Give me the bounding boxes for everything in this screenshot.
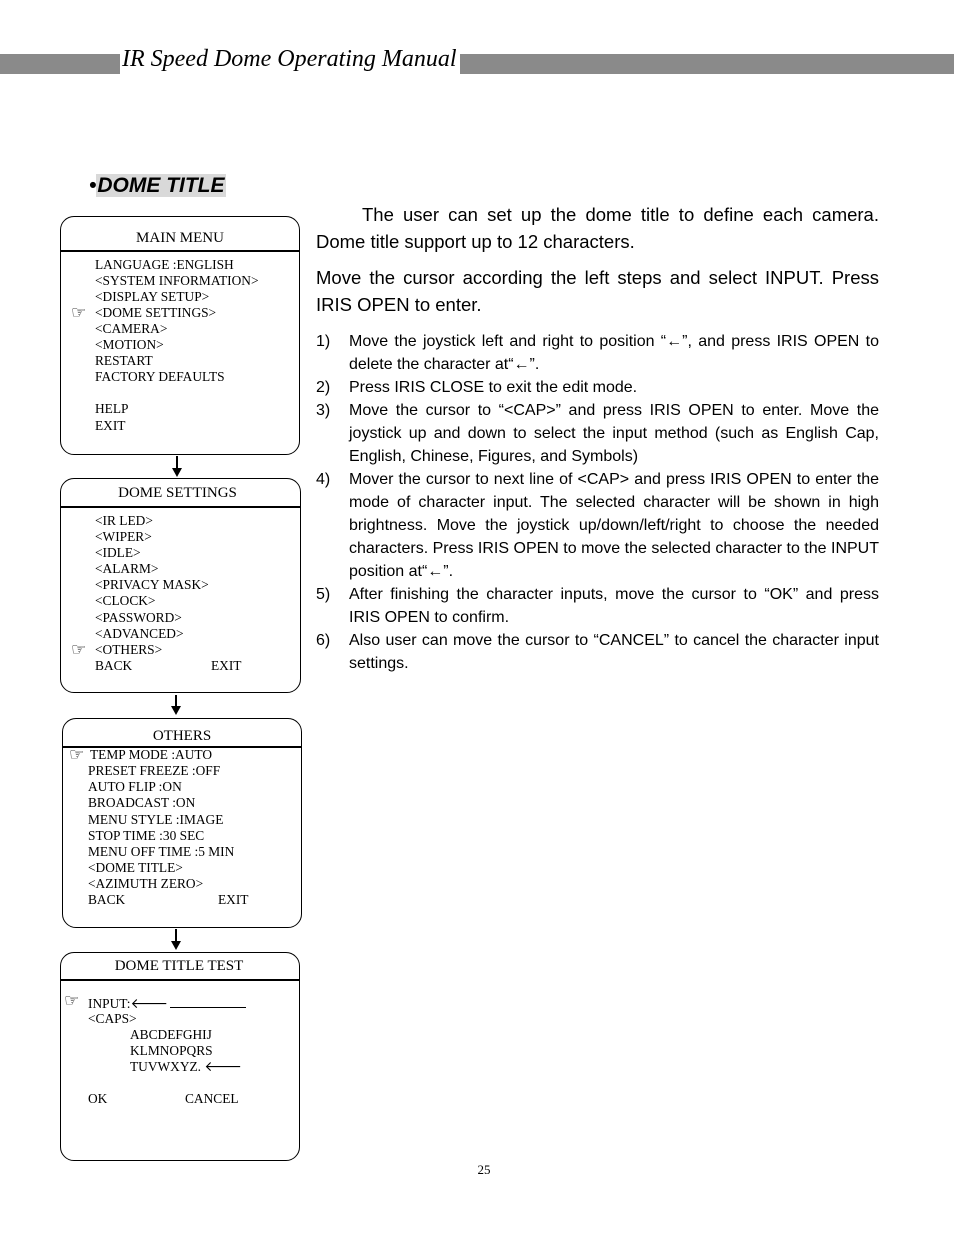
intro-text xyxy=(316,202,879,318)
menu-item: <DOME SETTINGS> xyxy=(95,305,217,320)
cancel-option: CANCEL xyxy=(185,1091,239,1106)
menu-item: <DISPLAY SETUP> xyxy=(95,289,210,304)
menu-item: <DOME TITLE> xyxy=(88,860,183,875)
menu-item: BACK xyxy=(88,892,126,907)
char-row: TUVWXYZ. xyxy=(130,1059,202,1074)
pointing-hand-icon: ☞ xyxy=(71,640,87,660)
dome-settings-box xyxy=(60,478,301,693)
menu-item: RESTART xyxy=(95,353,153,368)
intro-paragraph-1: The user can set up the dome title to define each camera. Dome title support up to 12 characters. xyxy=(316,204,879,252)
menu-item: <ADVANCED> xyxy=(95,626,184,641)
menu-item: STOP TIME :30 SEC xyxy=(88,828,205,843)
menu-item: <OTHERS> xyxy=(95,642,163,657)
main-menu-box xyxy=(60,216,300,455)
menu-item: HELP xyxy=(95,401,129,416)
dome-title-test-divider xyxy=(61,979,299,981)
char-row-3 xyxy=(130,1059,242,1075)
menu-item: <MOTION> xyxy=(95,337,164,352)
menu-item: MENU OFF TIME :5 MIN xyxy=(88,844,235,859)
section-title-text: DOME TITLE xyxy=(97,174,225,197)
menu-item: MENU STYLE :IMAGE xyxy=(88,812,224,827)
step-item: 3) Move the cursor to “<CAP>” and press IRIS OPEN to enter. Move the joystick up and down to select the input method (such as English Cap, English, Chinese, Figures, and Symbols) xyxy=(316,402,879,465)
menu-item: BACK xyxy=(95,658,133,673)
menu-item: <AZIMUTH ZERO> xyxy=(88,876,204,891)
menu-item: <PRIVACY MASK> xyxy=(95,577,209,592)
bullet: • xyxy=(89,174,97,197)
step-item: 1) Move the joystick left and right to position “←”, and press IRIS OPEN to delete the character at“←”. xyxy=(316,333,879,373)
step-item: 2) Press IRIS CLOSE to exit the edit mode. xyxy=(316,379,638,396)
main-menu-title: MAIN MENU xyxy=(136,230,224,246)
menu-item: AUTO FLIP :ON xyxy=(88,779,182,794)
ok-option: OK xyxy=(88,1091,108,1106)
menu-item: PRESET FREEZE :OFF xyxy=(88,763,221,778)
main-menu-divider xyxy=(61,250,299,252)
input-row xyxy=(88,995,246,1012)
dome-settings-title: DOME SETTINGS xyxy=(118,485,237,501)
dome-title-test-box xyxy=(60,952,300,1161)
menu-item: <CLOCK> xyxy=(95,593,156,608)
menu-exit: EXIT xyxy=(218,892,249,907)
pointing-hand-icon: ☞ xyxy=(64,991,80,1011)
menu-item: EXIT xyxy=(95,418,126,433)
step-item: 4) Mover the cursor to next line of <CAP> and press IRIS OPEN to enter the mode of character input. The selected character will be shown in high brightness. Move the joystick up/down/left/right to choose the needed characters. Press IRIS OPEN to move the selected character to the INPUT position at“←”. xyxy=(316,471,879,580)
menu-exit: EXIT xyxy=(211,658,242,673)
others-title: OTHERS xyxy=(152,728,212,744)
menu-item: <IDLE> xyxy=(95,545,141,560)
header-bar-left xyxy=(0,54,120,74)
char-row: ABCDEFGHIJ xyxy=(130,1027,212,1042)
menu-item: <SYSTEM INFORMATION> xyxy=(95,273,259,288)
section-title xyxy=(89,174,226,198)
char-row: KLMNOPQRS xyxy=(130,1043,213,1058)
menu-item: TEMP MODE :AUTO xyxy=(90,747,213,762)
menu-item: LANGUAGE :ENGLISH xyxy=(95,257,234,272)
pointing-hand-icon: ☞ xyxy=(69,745,85,765)
menu-item: FACTORY DEFAULTS xyxy=(95,369,225,384)
pointing-hand-icon: ☞ xyxy=(71,303,87,323)
menu-item: <PASSWORD> xyxy=(95,610,182,625)
page-number: 25 xyxy=(477,1162,491,1177)
caps-option: <CAPS> xyxy=(88,1011,137,1026)
step-item: 6) Also user can move the cursor to “CANCEL” to cancel the character input settings. xyxy=(316,632,879,672)
input-label: INPUT: xyxy=(88,996,131,1011)
header-title: IR Speed Dome Operating Manual xyxy=(122,46,457,72)
input-underline xyxy=(170,995,246,1008)
steps-list xyxy=(316,330,879,675)
left-arrow-icon: 🡐 xyxy=(204,1059,242,1075)
header-bar-right xyxy=(460,54,954,74)
menu-item: <IR LED> xyxy=(95,513,153,528)
left-arrow-icon: 🡐 xyxy=(130,996,169,1012)
menu-item: <ALARM> xyxy=(95,561,159,576)
menu-item: <CAMERA> xyxy=(95,321,168,336)
menu-item: BROADCAST :ON xyxy=(88,795,196,810)
step-item: 5) After finishing the character inputs, move the cursor to “OK” and press IRIS OPEN to confirm. xyxy=(316,586,879,626)
dome-settings-divider xyxy=(61,506,300,508)
others-box xyxy=(62,718,302,928)
dome-title-test-title: DOME TITLE TEST xyxy=(114,958,244,974)
intro-paragraph-2: Move the cursor according the left steps and select INPUT. Press IRIS OPEN to enter. xyxy=(316,267,879,315)
menu-item: <WIPER> xyxy=(95,529,152,544)
